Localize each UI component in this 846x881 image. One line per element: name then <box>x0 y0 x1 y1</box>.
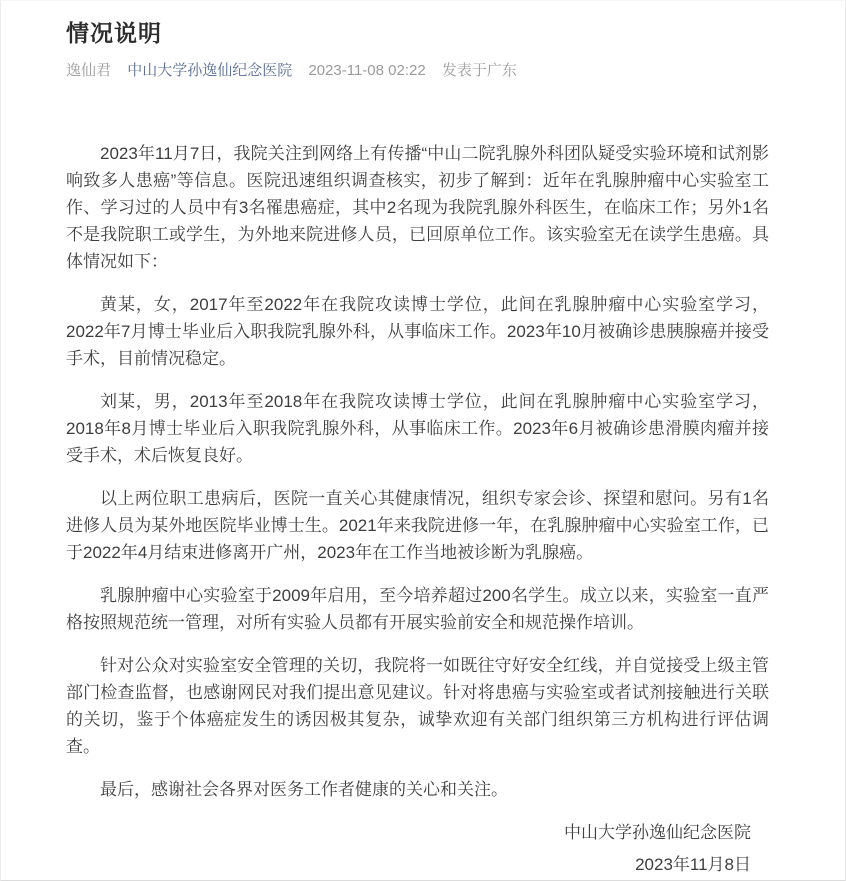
byline <box>66 61 769 81</box>
paragraph-case-huang: 黄某，女，2017年至2022年在我院攻读博士学位，此间在乳腺肿瘤中心实验室学习，2022年7月博士毕业后入职我院乳腺外科，从事临床工作。2023年10月被确诊患胰腺癌并接受手术，目前情况稳定。 <box>66 295 769 368</box>
paragraph-case-trainee: 以上两位职工患病后，医院一直关心其健康情况，组织专家会诊、探望和慰问。另有1名进修人员为某外地医院毕业博士生。2021年来我院进修一年，在乳腺肿瘤中心实验室工作，已于2022年4月结束进修离开广州，2023年在工作当地被诊断为乳腺癌。 <box>66 489 769 562</box>
signature-block <box>66 819 769 878</box>
paragraph-closing: 最后，感谢社会各界对医务工作者健康的关心和关注。 <box>100 780 508 799</box>
byline-account-link[interactable]: 中山大学孙逸仙纪念医院 <box>127 62 293 79</box>
page-title: 情况说明 <box>66 20 162 46</box>
byline-author: 逸仙君 <box>66 62 112 79</box>
paragraph-lab-history: 乳腺肿瘤中心实验室于2009年启用，至今培养超过200名学生。成立以来，实验室一直严格按照规范统一管理，对所有实验人员都有开展实验前安全和规范操作培训。 <box>66 586 769 632</box>
signature-org: 中山大学孙逸仙纪念医院 <box>564 823 751 842</box>
byline-datetime: 2023-11-08 02:22 <box>308 62 426 79</box>
paragraph-intro: 2023年11月7日，我院关注到网络上有传播“中山二院乳腺外科团队疑受实验环境和试剂影响致多人患癌”等信息。医院迅速组织调查核实，初步了解到：近年在乳腺肿瘤中心实验室工作、学习过的人员中有3名罹患癌症，其中2名现为我院乳腺外科医生，在临床工作；另外1名不是我院职工或学生，为外地来院进修人员，已回原单位工作。该实验室无在读学生患癌。具体情况如下： <box>66 144 769 271</box>
paragraph-response: 针对公众对实验室安全管理的关切，我院将一如既往守好安全红线，并自觉接受上级主管部门检查监督，也感谢网民对我们提出意见建议。针对将患癌与实验室或者试剂接触进行关联的关切，鉴于个体癌症发生的诱因极其复杂，诚挚欢迎有关部门组织第三方机构进行评估调查。 <box>66 656 769 756</box>
paragraph-case-liu: 刘某，男，2013年至2018年在我院攻读博士学位，此间在乳腺肿瘤中心实验室学习，2018年8月博士毕业后入职我院乳腺外科，从事临床工作。2023年6月被确诊患滑膜肉瘤并接受手术，术后恢复良好。 <box>66 392 769 465</box>
article-body <box>66 140 769 803</box>
byline-location: 发表于广东 <box>441 62 517 79</box>
signature-date: 2023年11月8日 <box>635 855 751 874</box>
